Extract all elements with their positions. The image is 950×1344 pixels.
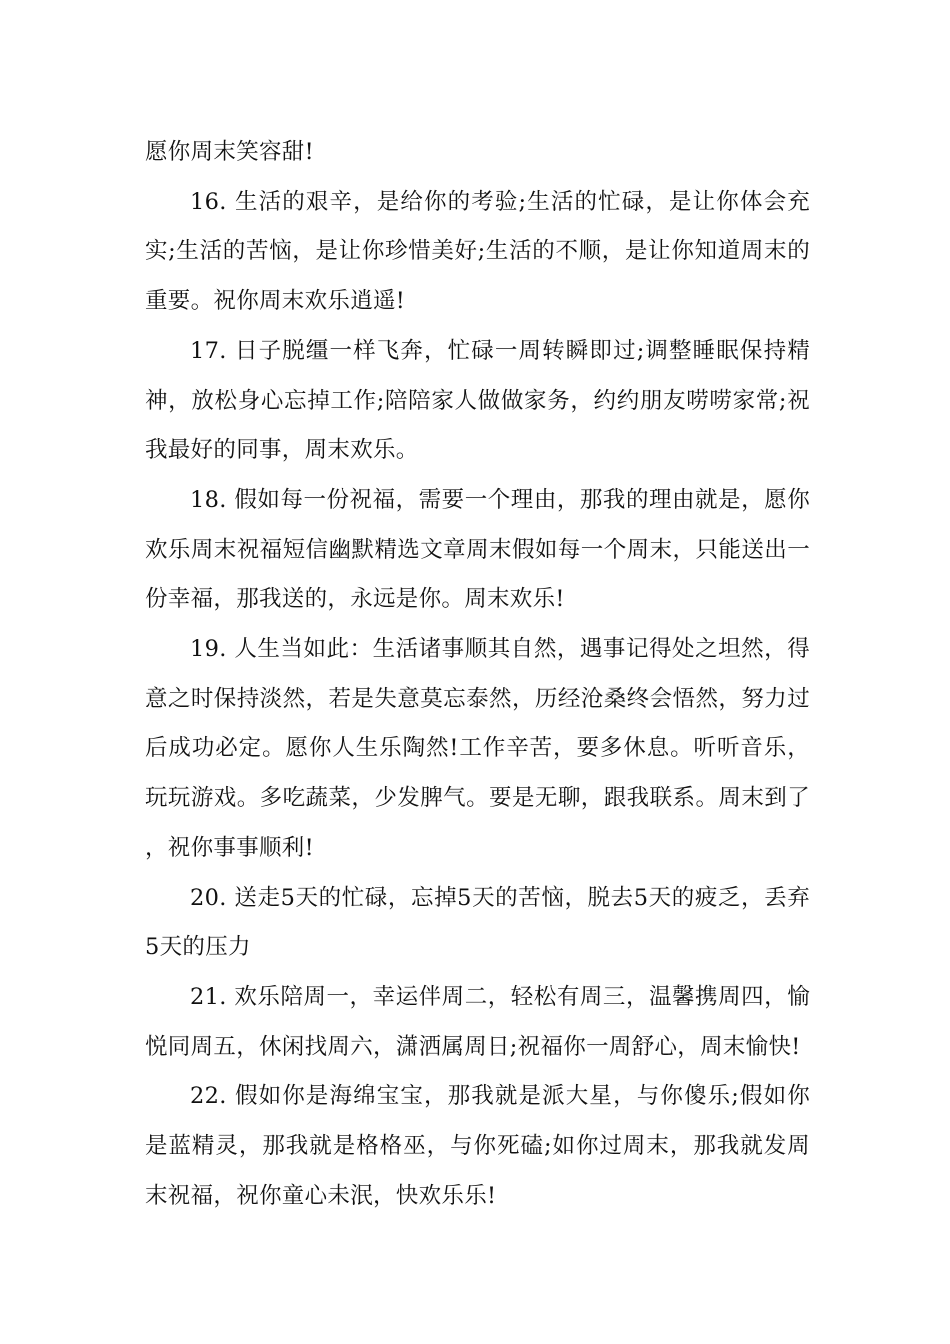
- paragraph-20: 20. 送走5天的忙碌，忘掉5天的苦恼，脱去5天的疲乏，丢弃5天的压力: [145, 884, 810, 961]
- paragraph-18: 18. 假如每一份祝福，需要一个理由，那我的理由就是，愿你欢乐周末祝福短信幽默精选文章周末假如每一个周末，只能送出一份幸福，那我送的，永远是你。周末欢乐!: [145, 486, 810, 613]
- paragraph-21: 21. 欢乐陪周一，幸运伴周二，轻松有周三，温馨携周四，愉悦同周五，休闲找周六，潇洒属周日;祝福你一周舒心，周末愉快!: [145, 983, 810, 1060]
- paragraph-16: 16. 生活的艰辛，是给你的考验;生活的忙碌，是让你体会充实;生活的苦恼，是让你珍惜美好;生活的不顺，是让你知道周末的重要。祝你周末欢乐逍遥!: [145, 188, 810, 315]
- paragraph-continuation: 愿你周末笑容甜!: [145, 139, 314, 165]
- paragraph-22: 22. 假如你是海绵宝宝，那我就是派大星，与你傻乐;假如你是蓝精灵，那我就是格格巫，与你死磕;如你过周末，那我就发周末祝福，祝你童心未泯，快欢乐乐!: [145, 1083, 810, 1209]
- document-body: [145, 128, 810, 1221]
- paragraph-17: 17. 日子脱缰一样飞奔，忙碌一周转瞬即过;调整睡眠保持精神，放松身心忘掉工作;陪陪家人做做家务，约约朋友唠唠家常;祝我最好的同事，周末欢乐。: [145, 337, 810, 464]
- paragraph-19: 19. 人生当如此：生活诸事顺其自然，遇事记得处之坦然，得意之时保持淡然，若是失意莫忘泰然，历经沧桑终会悟然，努力过后成功必定。愿你人生乐陶然!工作辛苦，要多休息。听听音乐，玩玩游戏。多吃蔬菜，少发脾气。要是无聊，跟我联系。周末到了，祝你事事顺利!: [145, 636, 810, 861]
